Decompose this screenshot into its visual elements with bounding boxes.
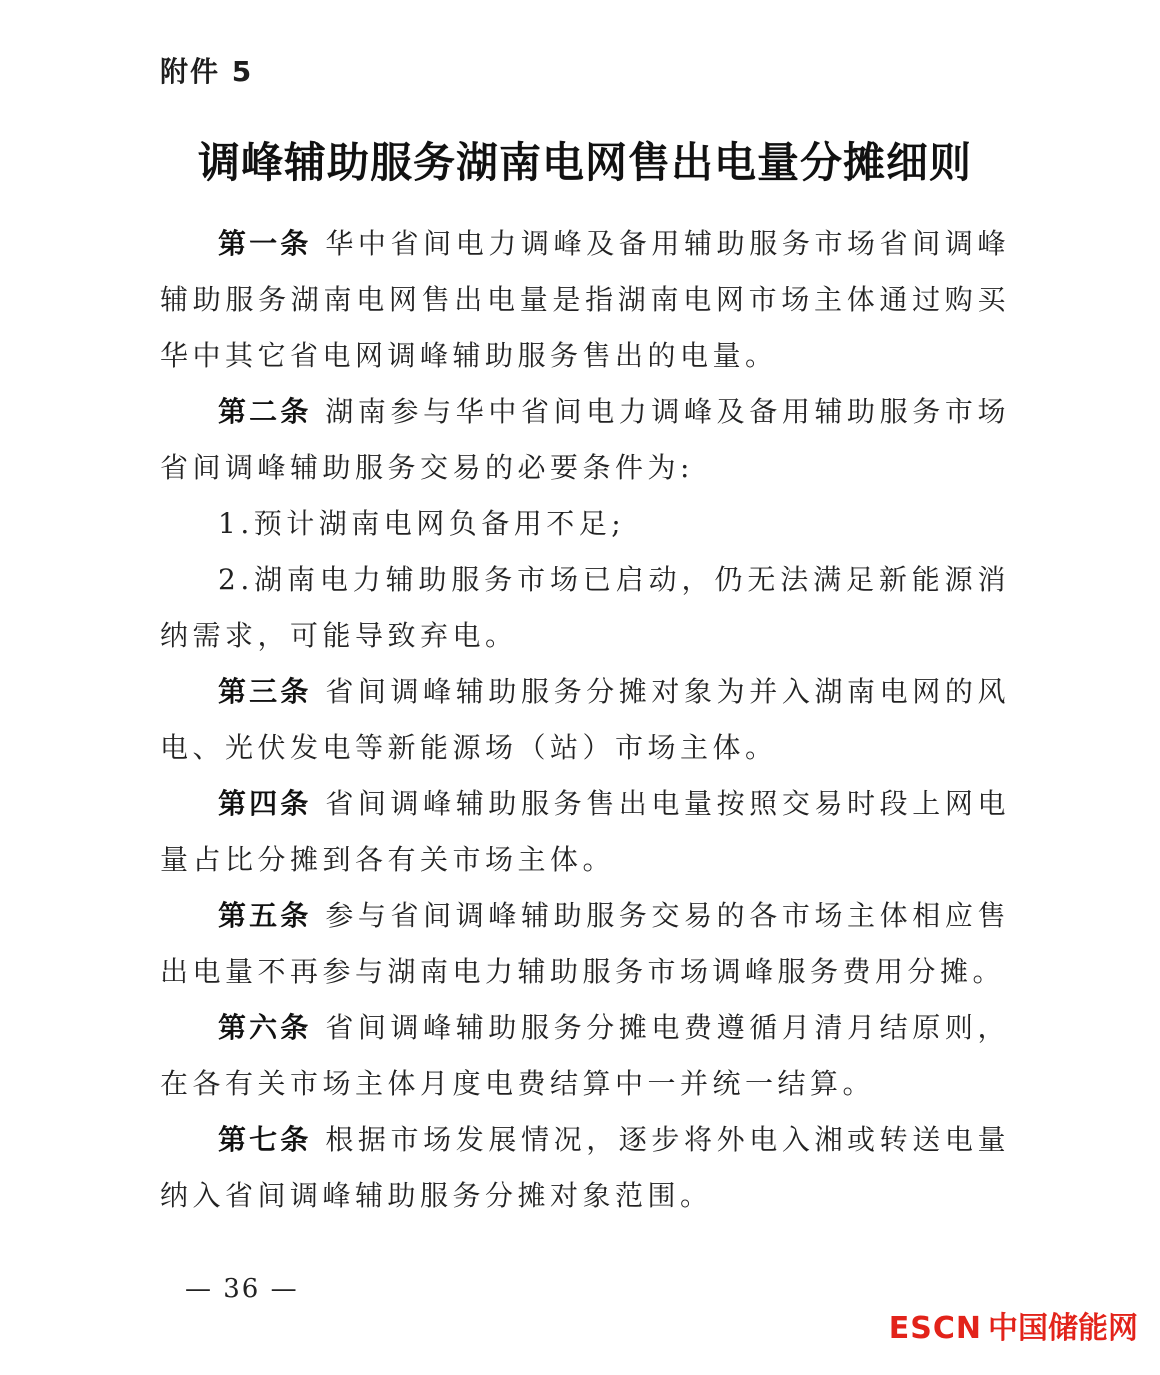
article-text: 省间调峰辅助服务分摊电费遵循月清月结原则，在各有关市场主体月度电费结算中一并统一结算。 [160,1011,1010,1100]
article-heading: 第四条 [218,787,312,820]
article-paragraph [160,1000,1010,1112]
article-text: 华中省间电力调峰及备用辅助服务市场省间调峰辅助服务湖南电网售出电量是指湖南电网市场主体通过购买华中其它省电网调峰辅助服务售出的电量。 [160,227,1010,372]
document-body [160,216,1010,1224]
article-paragraph [160,384,1010,496]
article-text: 参与省间调峰辅助服务交易的各市场主体相应售出电量不再参与湖南电力辅助服务市场调峰服务费用分摊。 [160,899,1010,988]
list-item-paragraph [160,496,1010,552]
article-heading: 第二条 [218,395,312,428]
article-paragraph [160,664,1010,776]
article-heading: 第一条 [218,227,312,260]
article-heading: 第五条 [218,899,312,932]
article-text: 省间调峰辅助服务售出电量按照交易时段上网电量占比分摊到各有关市场主体。 [160,787,1010,876]
article-text: 根据市场发展情况，逐步将外电入湘或转送电量纳入省间调峰辅助服务分摊对象范围。 [160,1123,1010,1212]
article-heading: 第三条 [218,675,312,708]
site-watermark [889,1303,1138,1347]
article-paragraph [160,216,1010,384]
article-paragraph [160,776,1010,888]
article-text: 省间调峰辅助服务分摊对象为并入湖南电网的风电、光伏发电等新能源场（站）市场主体。 [160,675,1010,764]
watermark-site-name: 中国储能网 [988,1311,1138,1346]
page-number: — 36 — [185,1274,299,1304]
document-title: 调峰辅助服务湖南电网售出电量分摊细则 [197,138,972,187]
article-paragraph [160,888,1010,1000]
article-heading: 第六条 [218,1011,312,1044]
article-text: 湖南参与华中省间电力调峰及备用辅助服务市场省间调峰辅助服务交易的必要条件为: [160,395,1010,484]
attachment-label: 附件 5 [160,55,254,88]
list-item-text: 2.湖南电力辅助服务市场已启动，仍无法满足新能源消纳需求，可能导致弃电。 [160,563,1010,652]
article-paragraph [160,1112,1010,1224]
article-heading: 第七条 [218,1123,312,1156]
list-item-paragraph [160,552,1010,664]
watermark-brand: ESCN [888,1311,982,1346]
list-item-text: 1.预计湖南电网负备用不足; [218,507,626,540]
